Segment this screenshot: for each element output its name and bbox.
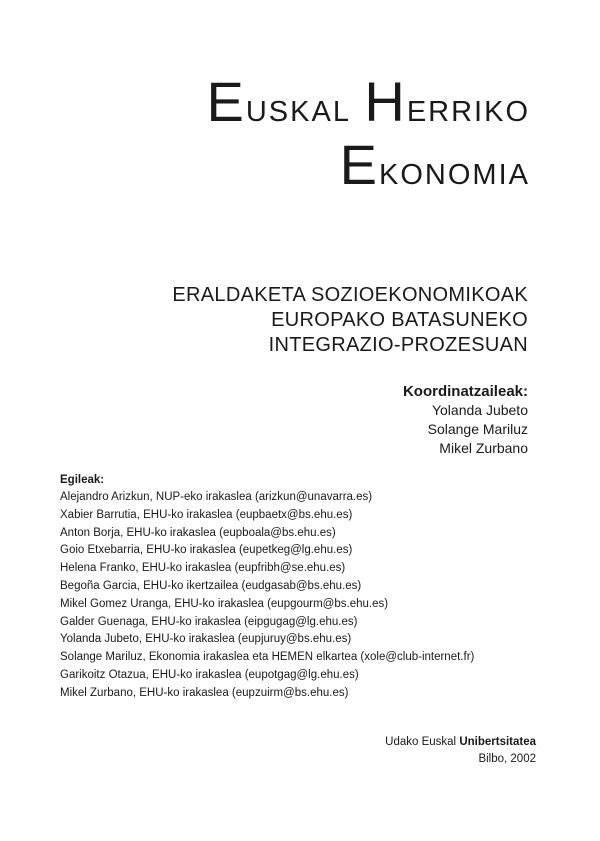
coordinators-heading: Koordinatzaileak:	[402, 383, 528, 400]
author-entry: Yolanda Jubeto, EHU-ko irakaslea (eupjuruy@bs.ehu.es)	[60, 633, 352, 646]
author-entry: Solange Mariluz, Ekonomia irakaslea eta HEMEN elkartea (xole@club-internet.fr)	[60, 651, 475, 664]
coordinator-name: Yolanda Jubeto	[431, 402, 528, 418]
coordinator-name: Solange Mariluz	[427, 421, 528, 437]
author-entry: Anton Borja, EHU-ko irakaslea (eupboala@bs.ehu.es)	[60, 526, 336, 539]
authors	[60, 472, 540, 703]
author-entry: Helena Franko, EHU-ko irakaslea (eupfribh@se.ehu.es)	[60, 562, 346, 575]
title-line-1	[206, 70, 530, 133]
author-entry: Mikel Gomez Uranga, EHU-ko irakaslea (eupgourm@bs.ehu.es)	[60, 597, 389, 610]
subtitle-line: ERALDAKETA SOZIOEKONOMIKOAK	[172, 284, 528, 306]
author-entry: Mikel Zurbano, EHU-ko irakaslea (eupzuirm@bs.ehu.es)	[60, 686, 349, 699]
title-word: Herriko	[364, 70, 530, 133]
coordinators	[403, 382, 528, 458]
author-entry: Goio Etxebarria, EHU-ko irakaslea (eupetkeg@lg.ehu.es)	[60, 544, 353, 557]
author-entry: Alejandro Arizkun, NUP-eko irakaslea (arizkun@unavarra.es)	[60, 491, 373, 503]
publisher-name: Udako Euskal Unibertsitatea	[385, 736, 536, 748]
publisher	[385, 734, 536, 768]
publisher-place-year: Bilbo, 2002	[478, 753, 536, 765]
subtitle-line: INTEGRAZIO-PROZESUAN	[268, 334, 528, 356]
subtitle-line: EUROPAKO BATASUNEKO	[271, 309, 528, 331]
title-word: Ekonomia	[339, 133, 530, 196]
coordinator-name: Mikel Zurbano	[439, 440, 528, 456]
author-entry: Galder Guenaga, EHU-ko irakaslea (eipgugag@lg.ehu.es)	[60, 615, 358, 628]
book-title	[206, 70, 530, 196]
author-entry: Xabier Barrutia, EHU-ko irakaslea (eupbaetx@bs.ehu.es)	[60, 508, 353, 521]
author-entry: Begoña Garcia, EHU-ko ikertzailea (eudgasab@bs.ehu.es)	[60, 579, 362, 592]
subtitle	[172, 283, 528, 358]
title-line-2	[206, 133, 530, 196]
title-word: Euskal	[206, 70, 351, 133]
author-entry: Garikoitz Otazua, EHU-ko irakaslea (eupotgag@lg.ehu.es)	[60, 668, 359, 681]
authors-heading: Egileak:	[60, 474, 105, 486]
